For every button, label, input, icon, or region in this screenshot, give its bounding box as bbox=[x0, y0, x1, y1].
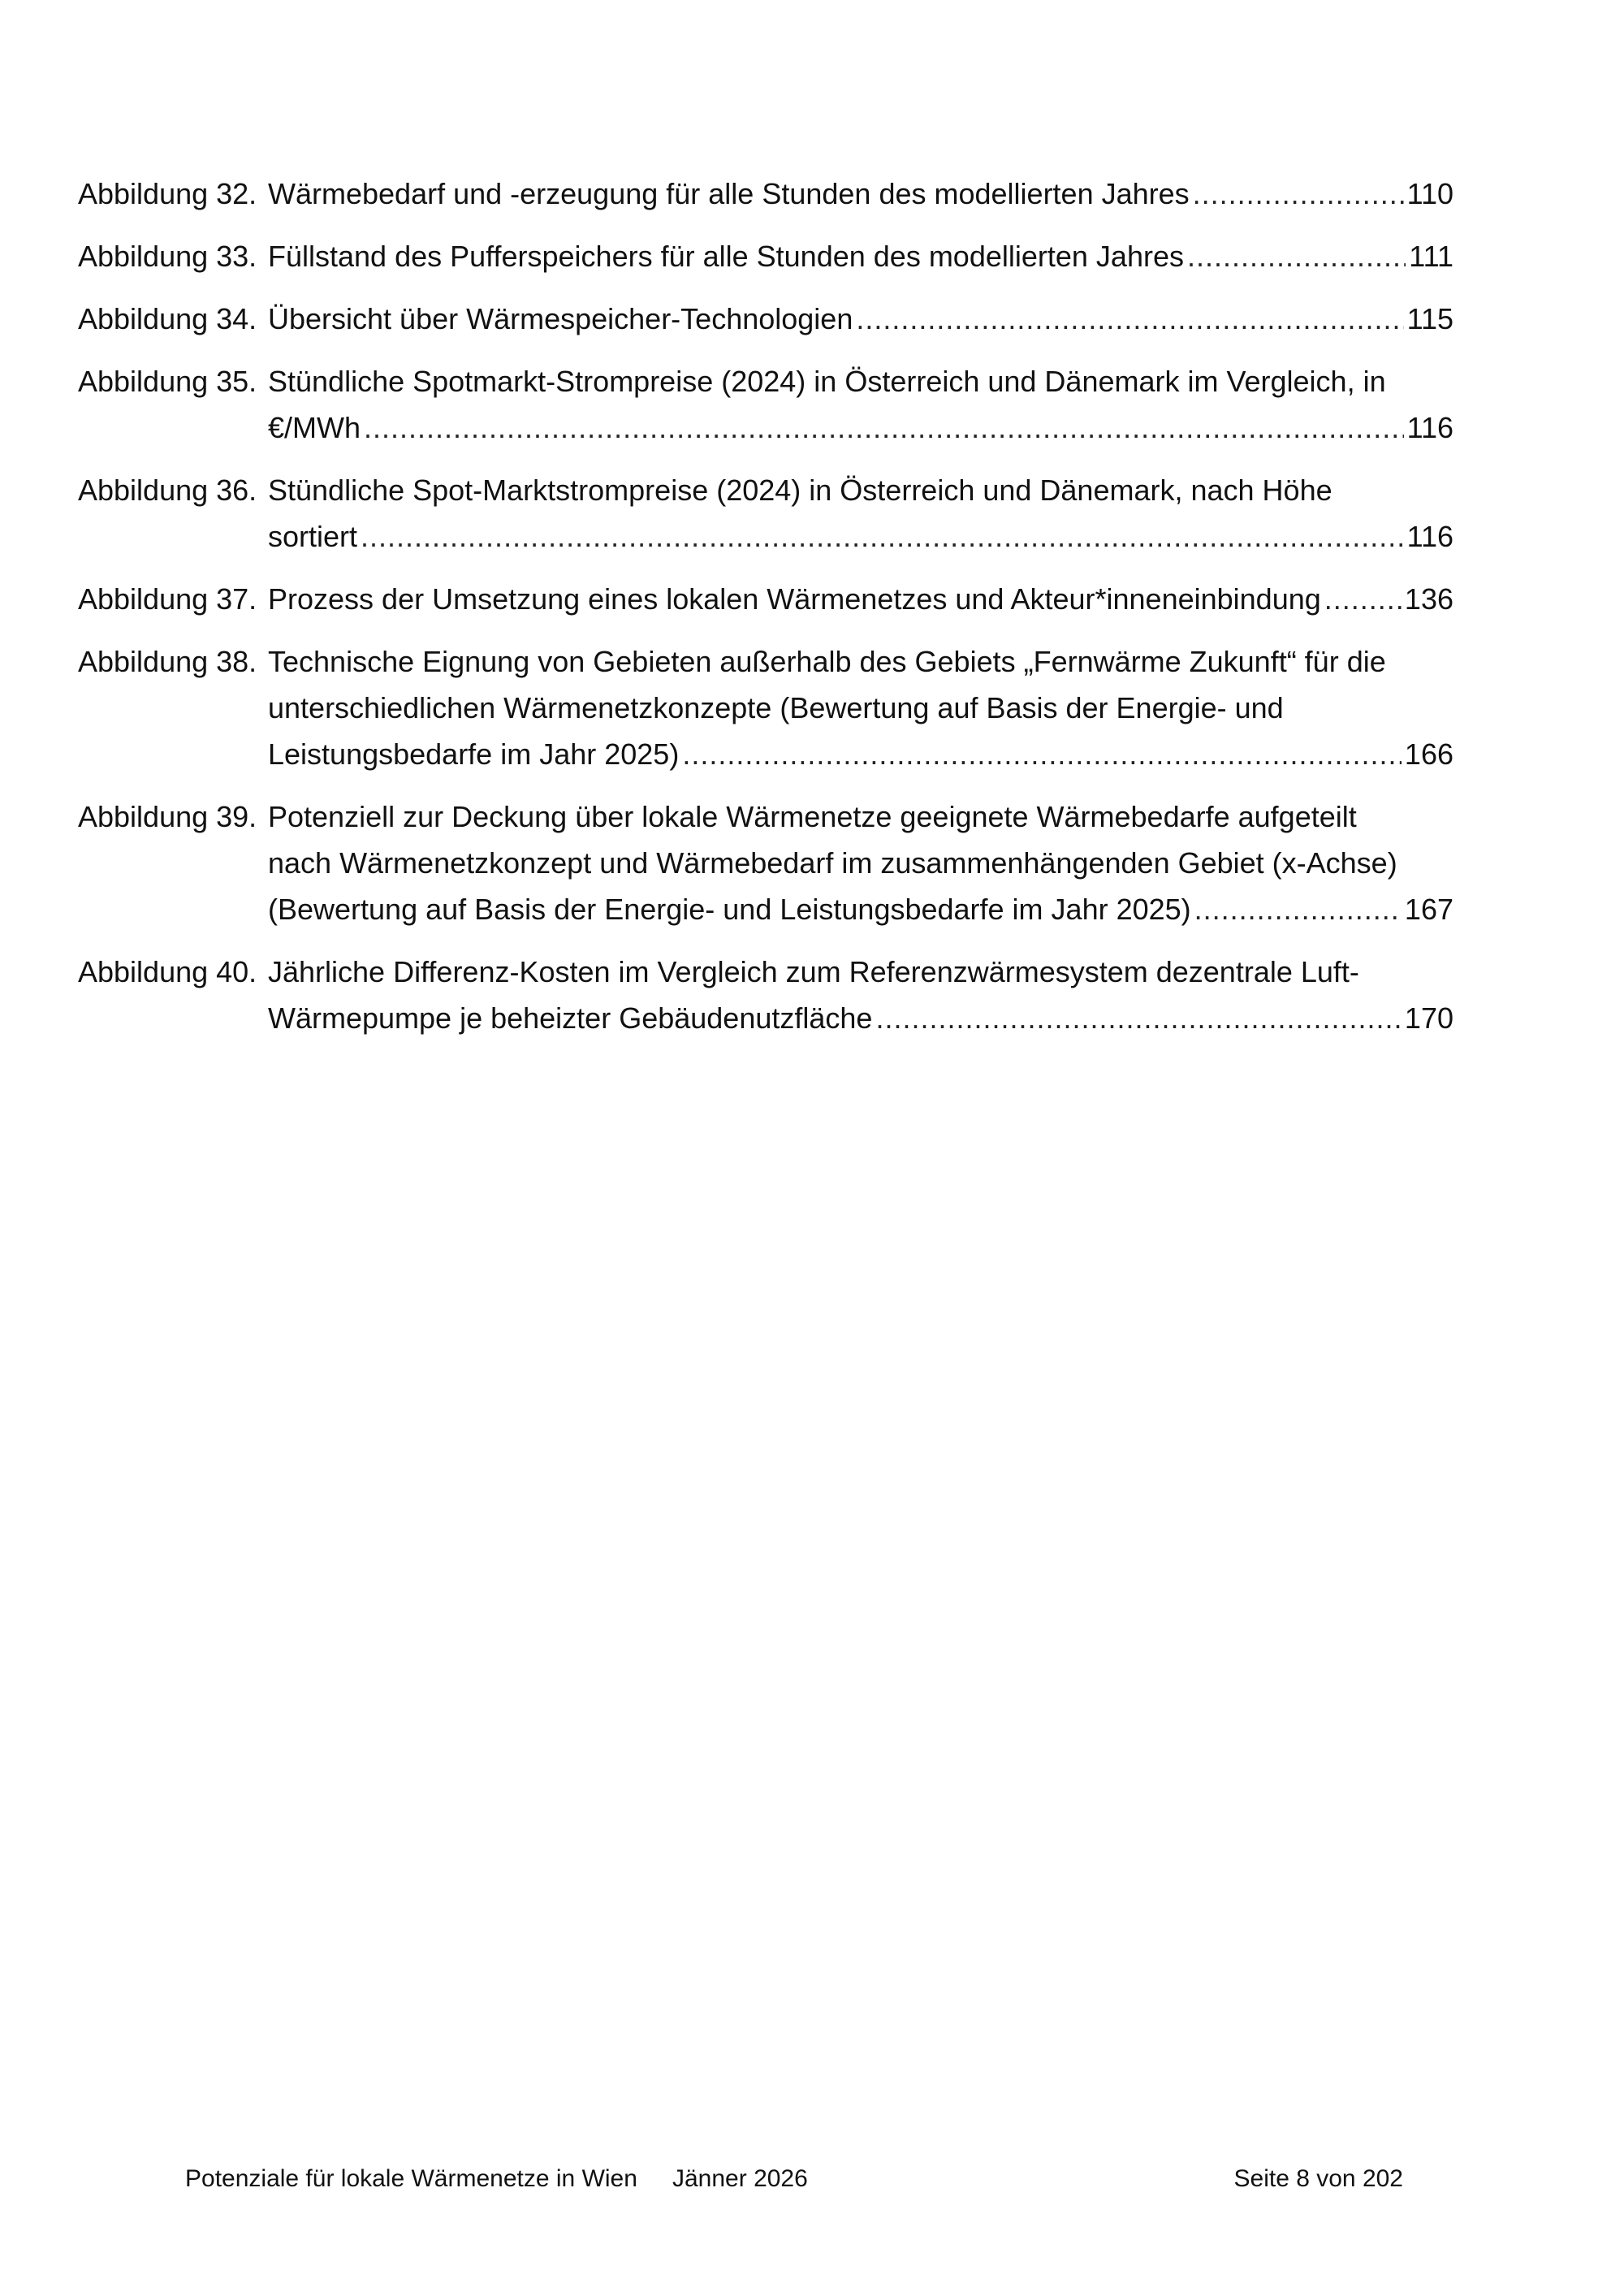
toc-entry[interactable] bbox=[78, 949, 1453, 1041]
toc-entry[interactable] bbox=[78, 576, 1453, 622]
toc-entry-title-line: nach Wärmenetzkonzept und Wärmebedarf im zusammenhängenden Gebiet (x-Achse) bbox=[268, 846, 1397, 880]
toc-entry-number: Abbildung 35. bbox=[78, 365, 257, 398]
toc-page-number: 116 bbox=[1406, 520, 1453, 553]
toc-entry-title-line: Stündliche Spot-Marktstrompreise (2024) in Österreich und Dänemark, nach Höhe bbox=[268, 473, 1332, 507]
toc-page-number: 167 bbox=[1404, 893, 1453, 926]
toc-entry-title-end: €/MWh bbox=[268, 411, 361, 444]
toc-entry-title-line: Jährliche Differenz-Kosten im Vergleich zum Referenzwärmesystem dezentrale Luft- bbox=[268, 955, 1359, 988]
toc-entry-number: Abbildung 33. bbox=[78, 240, 257, 273]
toc-entry-title-end: Wärmepumpe je beheizter Gebäudenutzfläche bbox=[268, 1001, 873, 1035]
toc-dot-leader bbox=[1324, 576, 1402, 622]
toc-entry-number: Abbildung 36. bbox=[78, 473, 257, 507]
toc-entry-title: Füllstand des Pufferspeichers für alle Stunden des modellierten Jahres bbox=[268, 240, 1184, 273]
toc-entry-title-end: (Bewertung auf Basis der Energie- und Leistungsbedarfe im Jahr 2025) bbox=[268, 893, 1191, 926]
toc-dot-leader bbox=[682, 731, 1402, 777]
toc-page-number: 166 bbox=[1404, 737, 1453, 771]
toc-dot-leader bbox=[856, 296, 1403, 342]
toc-entry[interactable] bbox=[78, 793, 1453, 932]
toc-dot-leader bbox=[875, 995, 1401, 1041]
toc-dot-leader bbox=[364, 404, 1404, 451]
toc-dot-leader bbox=[1187, 233, 1406, 279]
toc-dot-leader bbox=[1194, 886, 1402, 932]
toc-entry-number: Abbildung 37. bbox=[78, 582, 257, 616]
toc-dot-leader bbox=[1193, 171, 1404, 217]
toc-entry-number: Abbildung 39. bbox=[78, 800, 257, 833]
toc-entry[interactable] bbox=[78, 467, 1453, 560]
footer-page-number: Seite 8 von 202 bbox=[1233, 2165, 1403, 2192]
toc-entry[interactable] bbox=[78, 171, 1453, 217]
toc-dot-leader bbox=[361, 513, 1404, 560]
toc-entry-title: Wärmebedarf und -erzeugung für alle Stunden des modellierten Jahres bbox=[268, 177, 1190, 210]
toc-entry[interactable] bbox=[78, 233, 1453, 279]
toc-entry-title-line: unterschiedlichen Wärmenetzkonzepte (Bewertung auf Basis der Energie- und bbox=[268, 691, 1284, 724]
footer-document-title: Potenziale für lokale Wärmenetze in Wien bbox=[185, 2165, 637, 2192]
toc-page-number: 170 bbox=[1404, 1001, 1453, 1035]
toc-entry-number: Abbildung 34. bbox=[78, 302, 257, 335]
page-footer bbox=[185, 2159, 1403, 2199]
table-of-figures bbox=[78, 171, 1453, 1057]
toc-entry[interactable] bbox=[78, 296, 1453, 342]
toc-entry-title: Prozess der Umsetzung eines lokalen Wärmenetzes und Akteur*inneneinbindung bbox=[268, 582, 1321, 616]
toc-entry-number: Abbildung 38. bbox=[78, 645, 257, 678]
toc-entry-title-end: Leistungsbedarfe im Jahr 2025) bbox=[268, 737, 680, 771]
toc-entry-title-end: sortiert bbox=[268, 520, 358, 553]
toc-entry[interactable] bbox=[78, 638, 1453, 777]
toc-entry-title: Übersicht über Wärmespeicher-Technologien bbox=[268, 302, 853, 335]
footer-date: Jänner 2026 bbox=[672, 2165, 808, 2192]
toc-page-number: 116 bbox=[1406, 411, 1453, 444]
toc-entry-number: Abbildung 32. bbox=[78, 177, 257, 210]
toc-entry-title-line: Potenziell zur Deckung über lokale Wärmenetze geeignete Wärmebedarfe aufgeteilt bbox=[268, 800, 1357, 833]
toc-page-number: 111 bbox=[1409, 240, 1453, 273]
toc-page-number: 136 bbox=[1404, 582, 1453, 616]
toc-page-number: 115 bbox=[1406, 302, 1453, 335]
toc-page-number: 110 bbox=[1406, 177, 1453, 210]
toc-entry[interactable] bbox=[78, 358, 1453, 451]
toc-entry-title-line: Technische Eignung von Gebieten außerhalb des Gebiets „Fernwärme Zukunft“ für die bbox=[268, 645, 1386, 678]
toc-entry-title-line: Stündliche Spotmarkt-Strompreise (2024) in Österreich und Dänemark im Vergleich, in bbox=[268, 365, 1386, 398]
toc-entry-number: Abbildung 40. bbox=[78, 955, 257, 988]
